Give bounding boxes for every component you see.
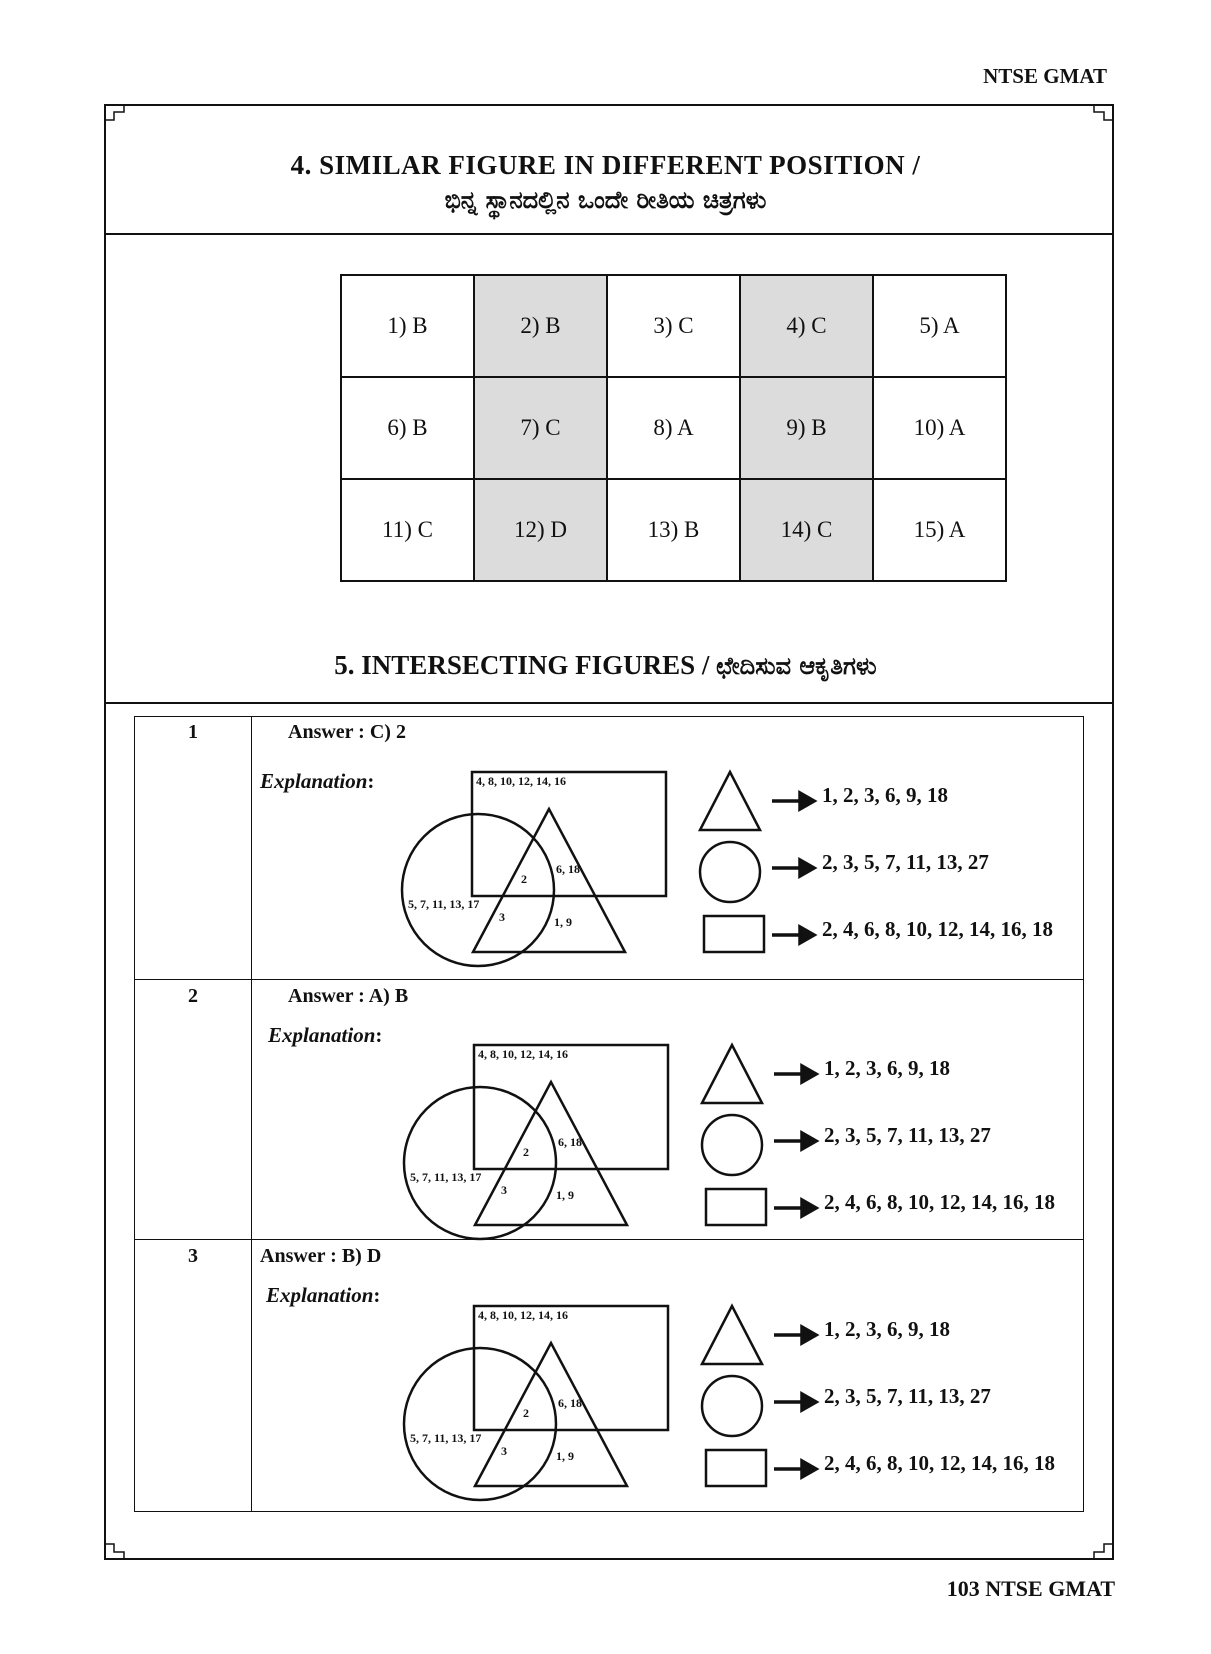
venn-rect-label: 4, 8, 10, 12, 14, 16 — [478, 1308, 568, 1322]
page-header: NTSE GMAT — [983, 64, 1107, 88]
row-answer: Answer : A) B — [288, 985, 409, 1007]
venn-tri-rect-label: 2 — [521, 872, 527, 886]
venn-circle-tri-label: 3 — [501, 1183, 507, 1197]
venn-diagram-2 — [404, 1045, 668, 1239]
venn-circle-label: 5, 7, 11, 13, 17 — [408, 897, 480, 911]
explanation-colon: : — [373, 1283, 381, 1307]
page-number: 103 — [946, 1576, 980, 1601]
legend-text: 2, 3, 5, 7, 11, 13, 27 — [824, 1123, 991, 1147]
footer-title: NTSE GMAT — [985, 1576, 1115, 1601]
legend-3 — [702, 1306, 816, 1486]
answer-cell: 2) B — [474, 275, 607, 377]
venn-tri-rect-label: 2 — [523, 1145, 529, 1159]
venn-tri-rect-label: 2 — [523, 1406, 529, 1420]
venn-tri-right-label: 6, 18 — [558, 1396, 582, 1410]
row-number: 1 — [188, 721, 198, 743]
venn-tri-right-label: 6, 18 — [558, 1135, 582, 1149]
explanation-colon: : — [375, 1023, 383, 1047]
page-footer — [947, 1576, 1115, 1602]
venn-tri-right-label: 6, 18 — [556, 862, 580, 876]
section5-subtitle: ಛೇದಿಸುವ ಆಕೃತಿಗಳು — [716, 652, 877, 680]
row-number: 2 — [188, 985, 198, 1007]
legend-text: 2, 3, 5, 7, 11, 13, 27 — [824, 1384, 991, 1408]
section4-subtitle: ಭಿನ್ನ ಸ್ಥಾನದಲ್ಲಿನ ಒಂದೇ ರೀತಿಯ ಚಿತ್ರಗಳು — [444, 186, 767, 214]
answer-cell: 3) C — [607, 275, 740, 377]
venn-diagram-3 — [404, 1306, 668, 1500]
venn-tri-bottom-label: 1, 9 — [556, 1449, 574, 1463]
section5-title-text: 5. INTERSECTING FIGURES / — [334, 650, 710, 680]
answer-cell: 15) A — [873, 479, 1006, 581]
row-number: 3 — [188, 1245, 198, 1267]
answer-cell: 11) C — [341, 479, 474, 581]
legend-1 — [700, 772, 814, 952]
answer-cell: 4) C — [740, 275, 873, 377]
legend-text: 2, 3, 5, 7, 11, 13, 27 — [822, 850, 989, 874]
answer-cell: 14) C — [740, 479, 873, 581]
answer-cell: 5) A — [873, 275, 1006, 377]
legend-text: 2, 4, 6, 8, 10, 12, 14, 16, 18 — [824, 1190, 1055, 1214]
venn-diagram-1 — [402, 772, 666, 966]
answer-cell: 13) B — [607, 479, 740, 581]
row-answer: Answer : B) D — [260, 1245, 382, 1267]
legend-text: 2, 4, 6, 8, 10, 12, 14, 16, 18 — [824, 1451, 1055, 1475]
answer-cell: 7) C — [474, 377, 607, 479]
explanation-label-text: Explanation — [266, 1283, 374, 1307]
legend-text: 1, 2, 3, 6, 9, 18 — [824, 1056, 950, 1080]
legend-text: 1, 2, 3, 6, 9, 18 — [824, 1317, 950, 1341]
explanation-label-text: Explanation — [260, 769, 368, 793]
explanation-colon: : — [367, 769, 375, 793]
venn-circle-tri-label: 3 — [501, 1444, 507, 1458]
answer-cell: 9) B — [740, 377, 873, 479]
venn-tri-bottom-label: 1, 9 — [554, 915, 572, 929]
answer-cell: 12) D — [474, 479, 607, 581]
explanation-label-text: Explanation — [268, 1023, 376, 1047]
answer-cell: 10) A — [873, 377, 1006, 479]
venn-rect-label: 4, 8, 10, 12, 14, 16 — [476, 774, 566, 788]
venn-tri-bottom-label: 1, 9 — [556, 1188, 574, 1202]
legend-text: 1, 2, 3, 6, 9, 18 — [822, 783, 948, 807]
venn-circle-label: 5, 7, 11, 13, 17 — [410, 1431, 482, 1445]
legend-2 — [702, 1045, 816, 1225]
answer-cell: 8) A — [607, 377, 740, 479]
answer-cell: 1) B — [341, 275, 474, 377]
section4-title: 4. SIMILAR FIGURE IN DIFFERENT POSITION / — [290, 150, 921, 180]
venn-circle-tri-label: 3 — [499, 910, 505, 924]
legend-text: 2, 4, 6, 8, 10, 12, 14, 16, 18 — [822, 917, 1053, 941]
row-answer: Answer : C) 2 — [288, 721, 406, 743]
answer-cell: 6) B — [341, 377, 474, 479]
venn-circle-label: 5, 7, 11, 13, 17 — [410, 1170, 482, 1184]
venn-rect-label: 4, 8, 10, 12, 14, 16 — [478, 1047, 568, 1061]
